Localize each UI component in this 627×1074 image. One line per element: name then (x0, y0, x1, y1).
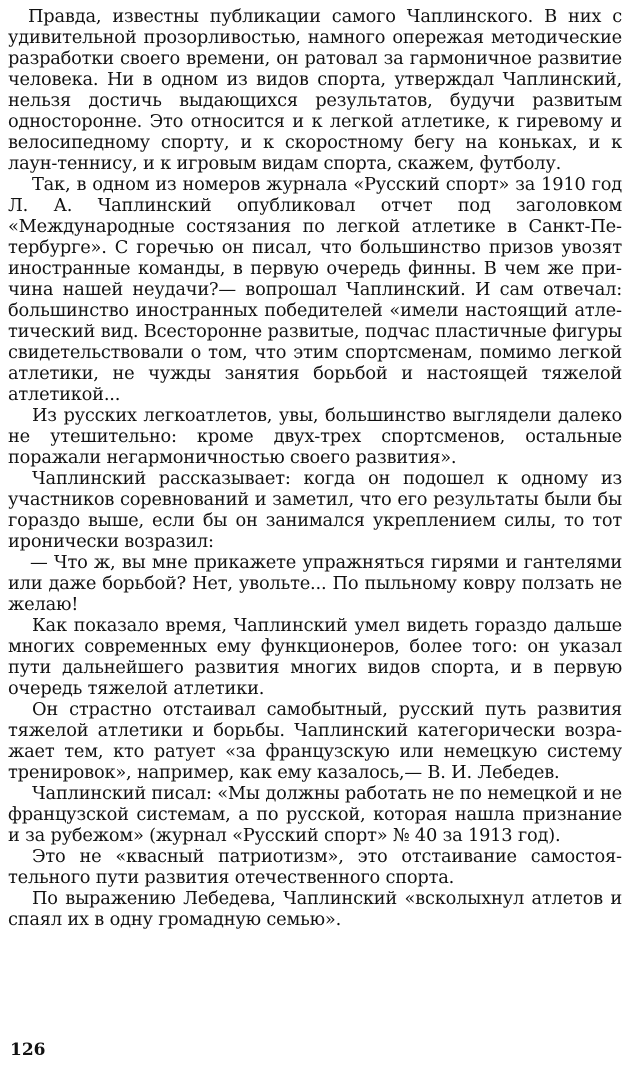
paragraph-10: По выражению Лебедева, Чаплинский «всколыхнул атлетов и спаял их в одну громадную семью». (8, 888, 622, 930)
paragraph-9: Это не «квасный патриотизм», это отстаивание самостоятельного пути развития отечественного спорта. (8, 846, 622, 888)
paragraph-6: Как показало время, Чаплинский умел видеть гораздо дальше многих современных ему функционеров, более того: он указал пути дальнейшего развития многих видов спорта, и в первую очередь тяжелой атлетики. (8, 615, 622, 699)
paragraph-2: Так, в одном из номеров журнала «Русский спорт» за 1910 год Л. А. Чаплинский опубликовал отчет под заголовком «Международные состязания по легкой атлетике в Санкт-Петербурге». С горечью он писал, что большинство призов увозят иностранные команды, в первую очередь финны. В чем же причина нашей неудачи?— вопрошал Чаплинский. И сам отвечал: большинство иностранных победителей «имели настоящий атлетический вид. Всесторонне развитые, подчас пластичные фигуры свидетельствовали о том, что этим спортсменам, помимо легкой атлетики, не чужды занятия борьбой и настоящей тяжелой атлетикой... (8, 174, 622, 405)
paragraph-4: Чаплинский рассказывает: когда он подошел к одному из участников соревнований и заметил, что его результаты были бы гораздо выше, если бы он занимался укреплением силы, то тот иронически возразил: (8, 468, 622, 552)
page-body (8, 6, 622, 930)
paragraph-5: — Что ж, вы мне прикажете упражняться гирями и гантелями или даже борьбой? Нет, увольте... По пыльному ковру ползать не желаю! (8, 552, 622, 615)
page-number: 126 (10, 1040, 46, 1060)
paragraph-8: Чаплинский писал: «Мы должны работать не по немецкой и не французской системам, а по русской, которая нашла признание и за рубежом» (журнал «Русский спорт» № 40 за 1913 год). (8, 783, 622, 846)
paragraph-7: Он страстно отстаивал самобытный, русский путь развития тяжелой атлетики и борьбы. Чаплинский категорически возражает тем, кто ратует «за французскую или немецкую систему тренировок», например, как ему казалось,— В. И. Лебедев. (8, 699, 622, 783)
paragraph-3: Из русских легкоатлетов, увы, большинство выглядели далеко не утешительно: кроме двух-трех спортсменов, остальные поражали негармоничностью своего развития». (8, 405, 622, 468)
paragraph-1: Правда, известны публикации самого Чаплинского. В них с удивительной прозорливостью, намного опережая методические разработки своего времени, он ратовал за гармоничное развитие человека. Ни в одном из видов спорта, утверждал Чаплинский, нельзя достичь выдающихся результатов, будучи развитым односторонне. Это относится и к легкой атлетике, к гиревому и велосипедному спорту, и к скоростному бегу на коньках, и к лаун-теннису, и к игровым видам спорта, скажем, футболу. (8, 6, 622, 174)
